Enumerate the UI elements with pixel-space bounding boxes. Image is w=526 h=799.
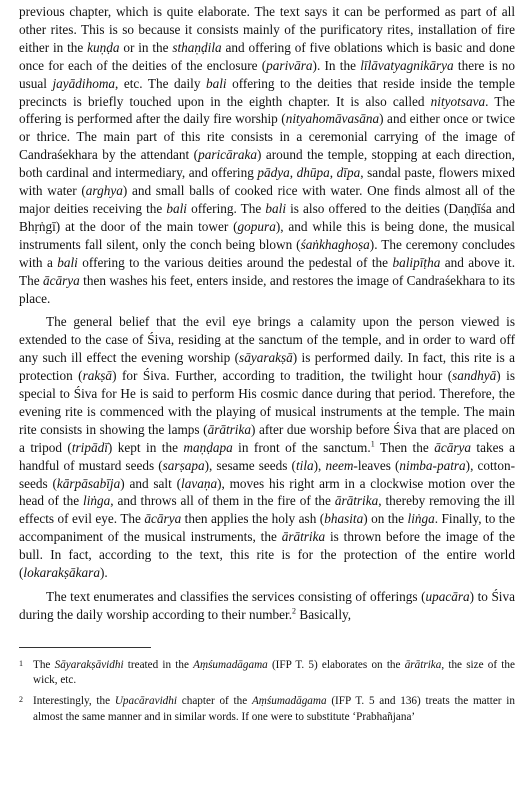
footnote-2-text: Interestingly, the Upacāravidhi chapter of the Aṃśumadāgama (IFP T. 5 and 136) treats the matter in almost the same manner and in similar words. If one were to substitute ‘Prabhañjana’ <box>33 695 515 723</box>
body-paragraph-2: The general belief that the evil eye brings a calamity upon the person viewed is extended to the case of Śiva, residing at the sanctum of the temple, and in order to ward off any such ill effect the evening worship (sāyarakṣā) is performed daily. In fact, this rite is a protection (rakṣā) for Śiva. Further, according to tradition, the twilight hour (sandhyā) is special to Śiva for He is said to perform His cosmic dance during that period. Therefore, the evening rite is commenced with the playing of musical instruments at the temple. The main rite consists in showing the lamps (ārātrika) after due worship before Śiva that are placed on a tripod (tripādī) kept in the maṇḍapa in front of the sanctum.$^1$ Then the ācārya takes a handful of mustard seeds (sarṣapa), sesame seeds (tila), neem-leaves (nimba-patra), cotton-seeds (kārpāsabīja) and salt (lavaṇa), moves his right arm in a clockwise motion over the head of the liṅga, and throws all of them in the fire of the ārātrika, thereby removing the ill effects of evil eye. The ācārya then applies the holy ash (bhasita) on the liṅga. Finally, to the accompaniment of the musical instruments, the ārātrika is thrown before the image of the bull. In fact, according to the text, this rite is for the protection of the entire world (lokarakṣākara). <box>19 314 516 581</box>
footnote-1-text: The Sāyarakṣāvidhi treated in the Aṃśumadāgama (IFP T. 5) elaborates on the ārātrika, the size of the wick, etc. <box>33 658 515 687</box>
footnote-2-number: 2 <box>19 695 23 704</box>
footnote-separator <box>19 647 151 648</box>
body-paragraph-3: The text enumerates and classifies the services consisting of offerings (upacāra) to Śiva during the daily worship according to their number.$^2$ Basically, <box>19 589 515 622</box>
footnote-1-number: 1 <box>19 658 23 668</box>
footnote-2 <box>19 694 515 725</box>
body-paragraph-1: previous chapter, which is quite elaborate. The text says it can be performed as part of all other rites. This is so because it consists mainly of the purificatory rites, installation of fire either in the kuṇḍa or in the sthaṇḍila and offering of five oblations which is basic and done once for each of the deities of the enclosure (parivāra). In the līlāvatyagnikārya there is no usual jayādihoma, etc. The daily bali offering to the deities that reside inside the temple precincts is briefly touched upon in the eighth chapter. It is also called nityotsava. The offering is performed after the daily fire worship (nityahomāvasāna) and either once or twice or thrice. The main part of this rite consists in a ceremonial carrying of the image of Candraśekhara by the attendant (paricāraka) around the temple, stopping at each direction, both cardinal and intermediary, and offering pādya, dhūpa, dīpa, sandal paste, flowers mixed with water (arghya) and small balls of cooked rice with water. One finds almost all of the major deities receiving the bali offering. The bali is also offered to the deities (Daṇḍīśa and Bhṛṅgī) at the door of the main tower (gopura), and while this is being done, the musical instruments fall silent, only the conch being blown (śaṅkhaghoṣa). The ceremony concludes with a bali offering to the various deities around the pedestal of the balipīṭha and above it. The ācārya then washes his feet, enters inside, and restores the image of Candraśekhara to its place. <box>19 4 516 306</box>
footnote-1 <box>19 658 515 689</box>
